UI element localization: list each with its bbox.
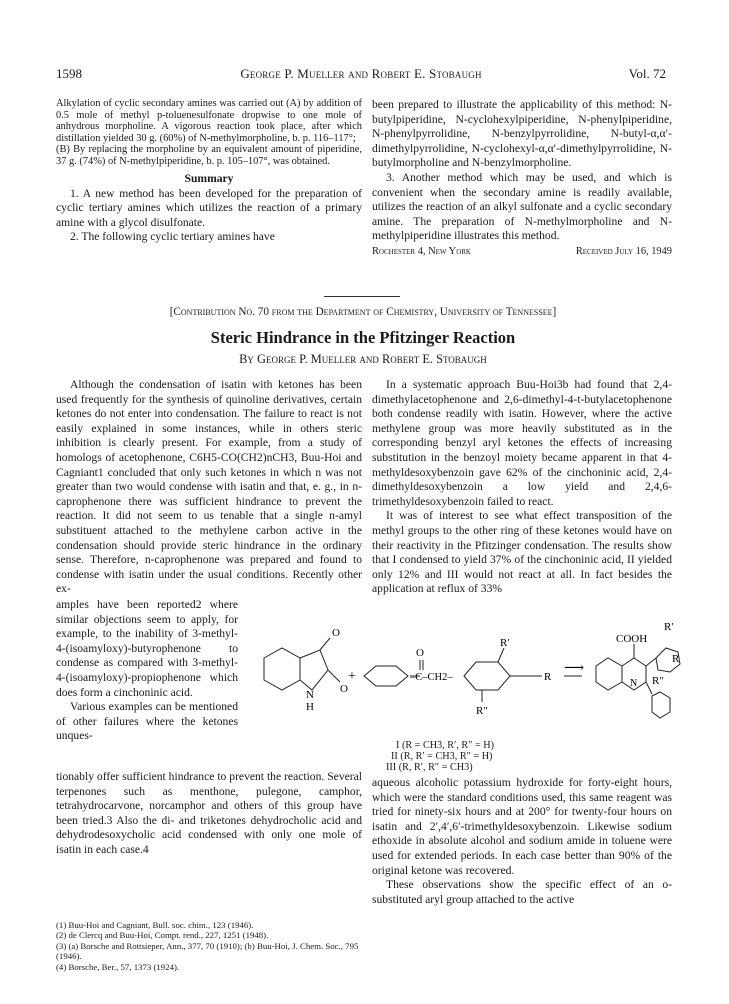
transposition-paragraph: It was of interest to see what effect transposition of the methyl groups to the other ring of these ketones would have on their reactivity in the Pfitzinger condensation. The results show that I condensed to yield 37% of the cinchoninic acid, II yielded only 12% and III would not react at all. In fact besides the application at reflux of 33%: [372, 509, 672, 596]
isatin-hydrogen: H: [306, 701, 314, 713]
substituent-r-prime: R′: [500, 637, 510, 649]
isatin-nitrogen: N: [306, 689, 314, 701]
product-nitrogen: N: [630, 678, 638, 689]
summary-heading: Summary: [184, 171, 234, 185]
volume-label: Vol. 72: [628, 66, 666, 81]
isatin-benzene-ring: [264, 648, 300, 690]
compound-II: II (R, R′ = CH3, R″ = H): [391, 751, 493, 763]
substituted-ring: [464, 662, 510, 690]
article-right-column: [372, 378, 672, 597]
substituent-r: R: [544, 671, 552, 683]
substituent-r-double-prime: R″: [476, 705, 488, 717]
conditions-paragraph: aqueous alcoholic potassium hydroxide for forty-eight hours, which were the standard conditions used, this same reagent was tried for ninety-six hours and at 200° for twenty-four hours on isatin and 2′,4′,6′-trimethyldesoxybenzoin. Likewise sodium ethoxide in absolute alcohol and sodium amide in toluene were used for extended periods. In each case better than 90% of the original ketone was recovered.: [372, 776, 672, 877]
article-left-lower: [56, 770, 362, 858]
summary-item-2-continued: been prepared to illustrate the applicability of this method: N-butylpiperidine, N-cyclohexylpiperidine, N-phenylpiperidine, N-phenylpyrrolidine, N-benzylpyrrolidine, N-butyl-α,α′-dimethylpyrrolidine, N-cyclohexyl-α,α′-dimethylpyrrolidine, N-butylmorpholine and N-benzylmorpholine.: [372, 98, 672, 170]
product-r-double-prime: R″: [652, 675, 664, 687]
summary-item-3: 3. Another method which may be used, and which is convenient when the secondary amine is readily available, utilizes the reaction of an alkyl sulfonate and a cyclic secondary amine. The preparation of N-methylmorpholine and N-methylpiperidine illustrates this method.: [372, 170, 672, 243]
observations-paragraph: These observations show the specific effect of an o-substituted aryl group attached to the active: [372, 878, 672, 906]
alkylation-paragraph-2: (B) By replacing the morpholine by an equivalent amount of piperidine, 37 g. (74%) of N-methylpiperidine, b. p. 105–107°, was obtained.: [56, 144, 362, 167]
ketone-chain: –C–CH2–: [410, 672, 453, 683]
article-separator-rule: [324, 296, 400, 297]
plus-sign: +: [348, 669, 356, 684]
footnote-3: (3) (a) Borsche and Rottsieper, Ann., 377, 70 (1910); (b) Buu-Hoi, J. Chem. Soc., 795 (1946).: [56, 940, 359, 962]
intro-paragraph-continued: amples have been reported2 where similar objections seem to apply, for example, to the inability of 3-methyl-4-(isoamyloxy)-butyrophenone to condense as compared with 3-methyl-4-(isoamyloxy)-propiophenone which does form a cinchoninic acid.: [56, 598, 238, 699]
buu-hoi-paragraph: In a systematic approach Buu-Hoi3b had found that 2,4-dimethylacetophenone and 2,6-dimethyl-4-t-butylacetophenone both condense readily with isatin. However, where the active methylene group was more heavily substituted as in the corresponding benzyl aryl ketones the effects of increasing substitution in the benzoyl moiety became apparent in that 4-methyldesoxybenzoin gave 62% of the cinchoninic acid, 2,4-dimethyldesoxybenzoin a low yield and 2,4,6-trimethyldesoxybenzoin failed to react.: [372, 378, 672, 508]
isatin-oxygen-top: O: [332, 627, 340, 639]
examples-paragraph-start: Various examples can be mentioned of other failures where the ketones unques-: [56, 700, 238, 743]
footnote-2: (2) de Clercq and Buu-Hoi, Compt. rend., 227, 1251 (1948).: [56, 930, 269, 941]
product-r-prime: R′: [664, 621, 674, 633]
isatin-oxygen-bottom: O: [340, 683, 348, 695]
reaction-scheme: [246, 618, 686, 736]
ketone-oxygen: O: [416, 647, 424, 659]
prev-article-left-column: [56, 98, 362, 245]
article-left-narrow: [56, 598, 238, 744]
summary-item-1: 1. A new method has been developed for the preparation of cyclic tertiary amines which utilizes the reaction of a primary amine with a glycol disulfonate.: [56, 186, 362, 229]
article-right-lower: [372, 776, 672, 907]
page-number: 1598: [56, 66, 82, 81]
article-title: Steric Hindrance in the Pfitzinger Reaction: [210, 328, 516, 347]
reaction-arrow: ⟶: [564, 661, 585, 676]
prev-article-right-column: [372, 98, 672, 257]
footnote-1: (1) Buu-Hoi and Cagniant, Bull. soc. chim., 123 (1946).: [56, 920, 254, 930]
address-line: [372, 246, 672, 257]
header-authors: George P. Mueller and Robert E. Stobaugh: [240, 66, 482, 81]
compound-list: [386, 740, 586, 774]
received-date: Received July 16, 1949: [575, 245, 672, 257]
product-cooh: COOH: [616, 633, 648, 645]
phenyl-ring: [364, 666, 408, 686]
compound-III: III (R, R′, R″ = CH3): [386, 762, 473, 774]
compound-I: I (R = CH3, R′, R″ = H): [396, 740, 495, 751]
product-phenyl-ring: [652, 692, 670, 718]
product-r: R: [672, 653, 680, 665]
footnote-4: (4) Borsche, Ber., 57, 1373 (1924).: [56, 961, 180, 972]
intro-paragraph: Although the condensation of isatin with ketones has been used frequently for the synthesis of quinoline derivatives, certain ketones do not enter into condensation. The failure to react is not easily explained in some instances, while in others steric inhibition is clearly present. For example, from a study of homologs of acetophenone, C6H5-CO(CH2)nCH3, Buu-Hoi and Cagniant1 concluded that only such ketones in which n was not greater than two would condense with isatin and that, e. g., in n-caprophenone there was sufficient hindrance to prevent the reaction. It did not seem to us tenable that a single n-amyl substituent attached to the methylene carbon active in the condensation should provide steric hindrance in the ordinary sense. Therefore, n-caprophenone was prepared and found to condense with isatin under the usual conditions. Recently other ex-: [56, 378, 362, 596]
examples-paragraph-continued: tionably offer sufficient hindrance to prevent the reaction. Several terpenones such as menthone, pulegone, camphor, tetrahydrocarvone, norcamphor and others of this group have been tried.3 Also the di- and triketones dehydrocholic acid and dehydrodesoxycholic acid condensed with only one mole of isatin in each case.4: [56, 770, 362, 856]
footnotes: [56, 920, 362, 972]
contribution-line: [Contribution No. 70 from the Department of Chemistry, University of Tennessee]: [169, 306, 557, 318]
summary-item-2-start: 2. The following cyclic tertiary amines have: [70, 230, 275, 244]
quinoline-benzo-ring: [596, 658, 622, 690]
article-left-column: [56, 378, 362, 597]
article-byline: By George P. Mueller and Robert E. Stobaugh: [239, 352, 487, 366]
alkylation-paragraph-1: Alkylation of cyclic secondary amines was carried out (A) by addition of 0.5 mole of methyl p-toluenesulfonate dropwise to one mole of anhydrous morpholine. A vigorous reaction took place, after which distillation yielded 30 g. (60%) of N-methylmorpholine, b. p. 116–117°;: [56, 98, 362, 144]
author-address: Rochester 4, New York: [372, 245, 471, 257]
